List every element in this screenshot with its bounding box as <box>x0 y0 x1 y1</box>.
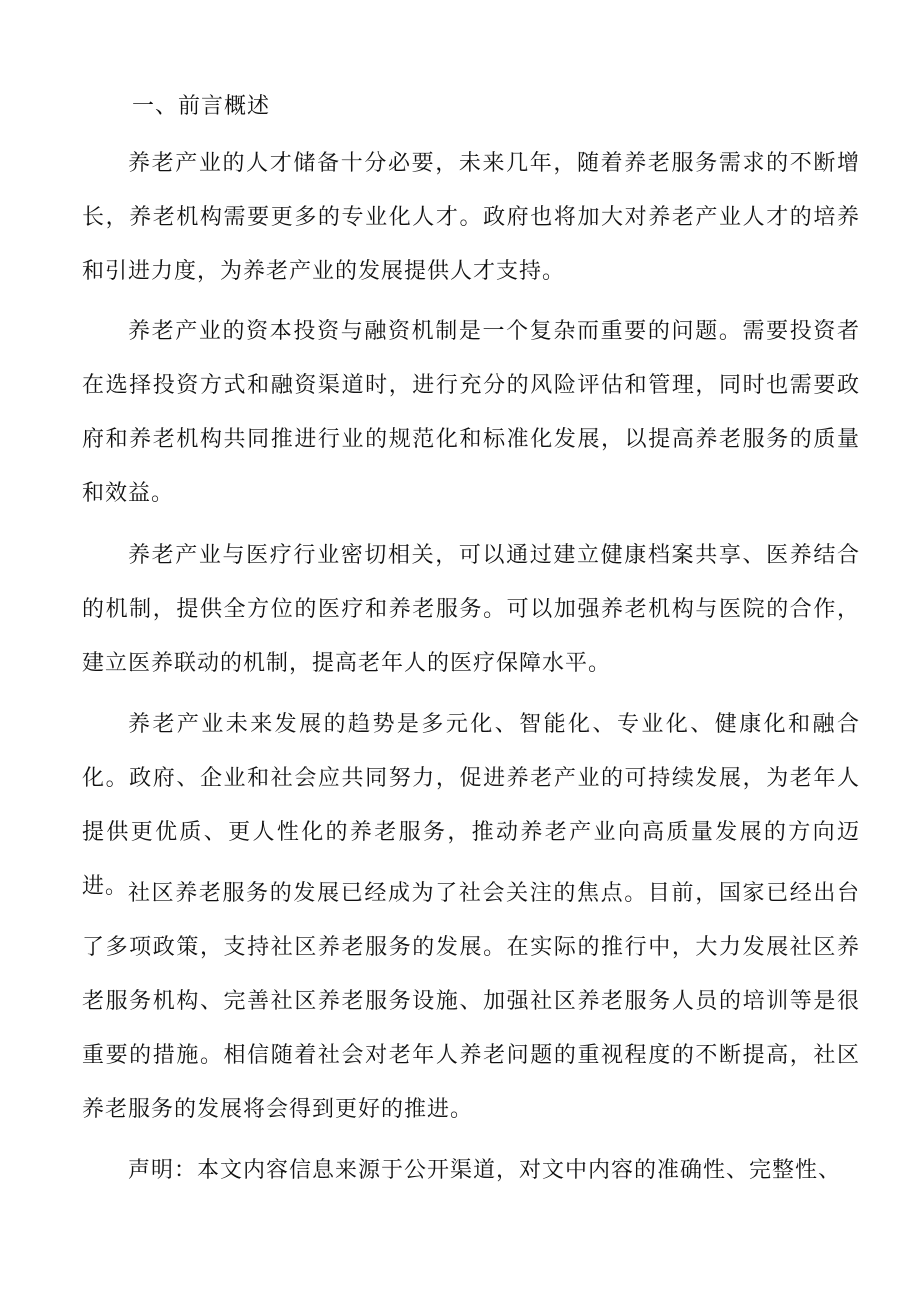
section-heading: 一、前言概述 <box>132 94 271 119</box>
paragraph-community-elderly-care: 社区养老服务的发展已经成为了社会关注的焦点。目前，国家已经出台了多项政策，支持社区养老服务的发展。在实际的推行中，大力发展社区养老服务机构、完善社区养老服务设施、加强社区养老服务人员的培训等是很重要的措施。相信随着社会对老年人养老问题的重视程度的不断提高，社区养老服务的发展将会得到更好的推进。 <box>82 881 860 1122</box>
paragraph-capital-investment: 养老产业的资本投资与融资机制是一个复杂而重要的问题。需要投资者在选择投资方式和融资渠道时，进行充分的风险评估和管理，同时也需要政府和养老机构共同推进行业的规范化和标准化发展，以提高养老服务的质量和效益。 <box>82 319 860 506</box>
paragraph-medical-integration: 养老产业与医疗行业密切相关，可以通过建立健康档案共享、医养结合的机制，提供全方位的医疗和养老服务。可以加强养老机构与医院的合作，建立医养联动的机制，提高老年人的医疗保障水平。 <box>82 543 860 676</box>
paragraph-future-trends: 养老产业未来发展的趋势是多元化、智能化、专业化、健康化和融合化。政府、企业和社会应共同努力，促进养老产业的可持续发展，为老年人提供更优质、更人性化的养老服务，推动养老产业向高质量发展的方向迈进。 <box>82 712 860 899</box>
paragraph-talent-reserve: 养老产业的人才储备十分必要，未来几年，随着养老服务需求的不断增长，养老机构需要更多的专业化人才。政府也将加大对养老产业人才的培养和引进力度，为养老产业的发展提供人才支持。 <box>82 151 860 284</box>
paragraph-disclaimer: 声明：本文内容信息来源于公开渠道，对文中内容的准确性、完整性、 <box>128 1158 842 1183</box>
